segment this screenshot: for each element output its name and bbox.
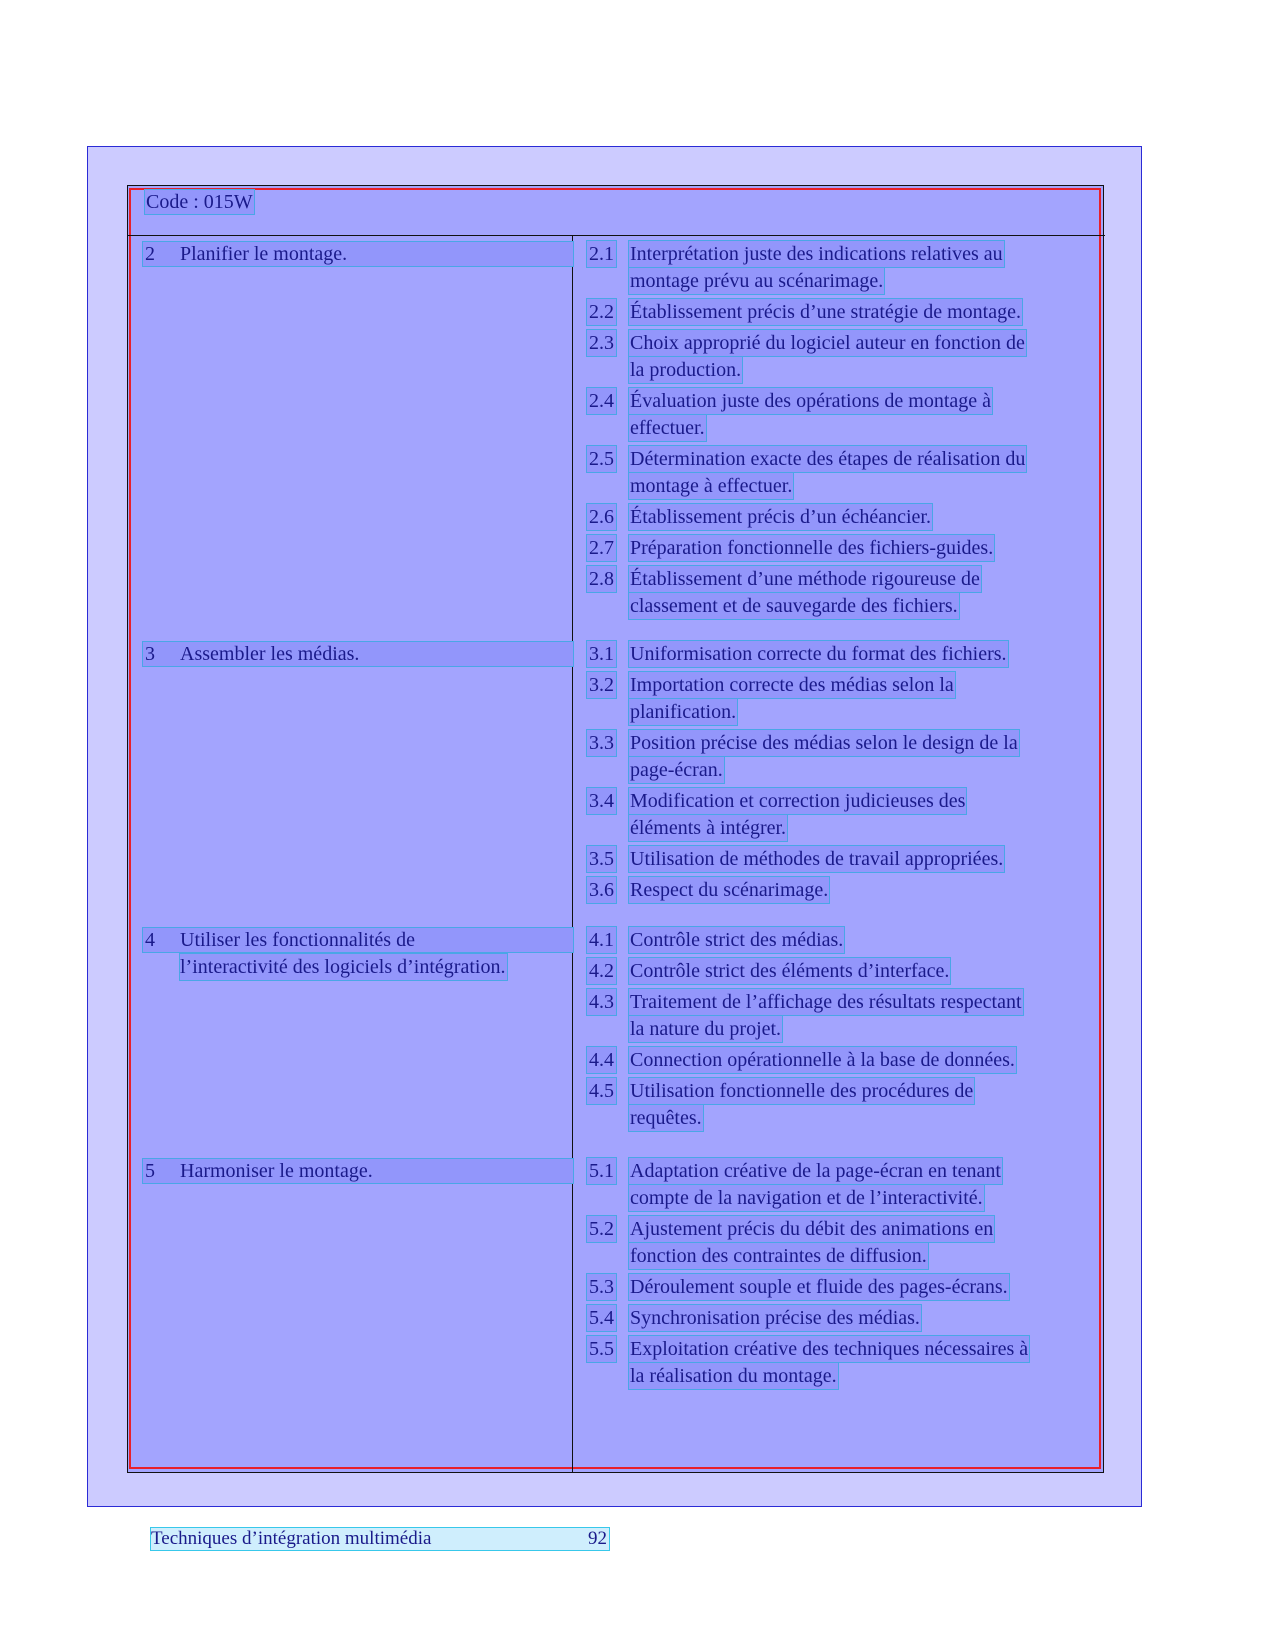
criterion-number-text: 2.3 bbox=[589, 332, 614, 354]
criterion-number bbox=[587, 877, 616, 903]
criterion-number-text: 2.7 bbox=[589, 537, 614, 559]
criterion-line: requêtes. bbox=[630, 1107, 702, 1129]
criterion-line: montage prévu au scénarimage. bbox=[630, 270, 884, 292]
competency-code: Code : 015W bbox=[146, 191, 253, 213]
criterion-number bbox=[587, 730, 616, 756]
element-number: 5 bbox=[145, 1160, 155, 1182]
criterion-text bbox=[629, 788, 966, 814]
criterion-number bbox=[587, 958, 616, 984]
criterion-line: Exploitation créative des techniques nécessaires à bbox=[630, 1338, 1029, 1360]
criterion-line: Contrôle strict des médias. bbox=[630, 929, 844, 951]
criterion-number bbox=[587, 641, 616, 667]
criterion-text bbox=[629, 1216, 994, 1242]
criterion-line: Évaluation juste des opérations de montage à bbox=[630, 390, 992, 412]
criterion-line: fonction des contraintes de diffusion. bbox=[630, 1245, 927, 1267]
criterion-number-text: 2.4 bbox=[589, 390, 614, 412]
criterion-number-text: 3.5 bbox=[589, 848, 614, 870]
criterion-line: Adaptation créative de la page-écran en tenant bbox=[630, 1160, 1001, 1182]
criterion-line: effectuer. bbox=[630, 417, 705, 439]
criterion-line: Connection opérationnelle à la base de données. bbox=[630, 1049, 1015, 1071]
criterion-text bbox=[629, 504, 932, 530]
criterion-text bbox=[629, 672, 955, 698]
criterion-number-text: 5.2 bbox=[589, 1218, 614, 1240]
criterion-text bbox=[629, 1158, 1002, 1184]
criterion-line: la production. bbox=[630, 359, 742, 381]
criterion-text bbox=[629, 1305, 921, 1331]
page-number: 92 bbox=[588, 1528, 607, 1549]
criterion-line: montage à effectuer. bbox=[630, 475, 793, 497]
criterion-text bbox=[629, 566, 981, 592]
criterion-number bbox=[587, 788, 616, 814]
criterion-number bbox=[587, 1047, 616, 1073]
criterion-number-text: 4.4 bbox=[589, 1049, 614, 1071]
element-text: l’interactivité des logiciels d’intégration. bbox=[180, 956, 506, 978]
criterion-text bbox=[629, 877, 829, 903]
criterion-number bbox=[587, 1158, 616, 1184]
criterion-text bbox=[629, 1336, 1029, 1362]
criterion-text bbox=[629, 846, 1004, 872]
criterion-line: Importation correcte des médias selon la bbox=[630, 674, 954, 696]
criterion-text bbox=[629, 757, 724, 783]
criterion-line: la nature du projet. bbox=[630, 1018, 782, 1040]
criterion-line: Ajustement précis du débit des animations en bbox=[630, 1218, 994, 1240]
criterion-line: Contrôle strict des éléments d’interface. bbox=[630, 960, 950, 982]
criterion-text bbox=[629, 989, 1023, 1015]
criterion-number-text: 3.4 bbox=[589, 790, 614, 812]
criterion-number-text: 4.2 bbox=[589, 960, 614, 982]
criterion-number-text: 2.2 bbox=[589, 301, 614, 323]
criterion-number bbox=[587, 504, 616, 530]
criterion-text bbox=[629, 330, 1026, 356]
element-text: Harmoniser le montage. bbox=[180, 1160, 373, 1182]
criterion-line: Uniformisation correcte du format des fichiers. bbox=[630, 643, 1007, 665]
page-footer bbox=[151, 1528, 609, 1550]
criterion-text bbox=[629, 641, 1008, 667]
criterion-text bbox=[629, 446, 1026, 472]
criterion-text bbox=[629, 1363, 838, 1389]
criterion-line: compte de la navigation et de l’interactivité. bbox=[630, 1187, 983, 1209]
criterion-text bbox=[629, 958, 950, 984]
criterion-line: Interprétation juste des indications relatives au bbox=[630, 243, 1003, 265]
criterion-line: Établissement précis d’un échéancier. bbox=[630, 506, 931, 528]
criterion-text bbox=[629, 299, 1022, 325]
element-number: 3 bbox=[145, 643, 155, 665]
criterion-number-text: 5.5 bbox=[589, 1338, 614, 1360]
criterion-line: Modification et correction judicieuses des bbox=[630, 790, 966, 812]
criterion-line: Établissement précis d’une stratégie de montage. bbox=[630, 301, 1021, 323]
column-divider bbox=[572, 236, 573, 1473]
element-number: 2 bbox=[145, 243, 155, 265]
criterion-number-text: 3.6 bbox=[589, 879, 614, 901]
criterion-text bbox=[629, 415, 706, 441]
criterion-number-text: 5.1 bbox=[589, 1160, 614, 1182]
criterion-number bbox=[587, 299, 616, 325]
criterion-line: planification. bbox=[630, 701, 737, 723]
criterion-number-text: 2.1 bbox=[589, 243, 614, 265]
criterion-number bbox=[587, 241, 616, 267]
criterion-text bbox=[629, 1078, 974, 1104]
criterion-text bbox=[629, 388, 992, 414]
criterion-number-text: 3.1 bbox=[589, 643, 614, 665]
criterion-number-text: 2.6 bbox=[589, 506, 614, 528]
criterion-line: Choix approprié du logiciel auteur en fonction de bbox=[630, 332, 1025, 354]
criterion-line: Utilisation fonctionnelle des procédures de bbox=[630, 1080, 974, 1102]
criterion-line: la réalisation du montage. bbox=[630, 1365, 837, 1387]
criterion-line: Respect du scénarimage. bbox=[630, 879, 829, 901]
criterion-number bbox=[587, 535, 616, 561]
criterion-number-text: 2.8 bbox=[589, 568, 614, 590]
criterion-text bbox=[629, 815, 787, 841]
criterion-number-text: 4.3 bbox=[589, 991, 614, 1013]
criterion-number bbox=[587, 388, 616, 414]
criterion-text bbox=[629, 1016, 782, 1042]
footer-title: Techniques d’intégration multimédia bbox=[151, 1528, 432, 1549]
criterion-number bbox=[587, 330, 616, 356]
element-text: Assembler les médias. bbox=[180, 643, 360, 665]
header-divider bbox=[127, 235, 1105, 236]
criterion-line: Détermination exacte des étapes de réalisation du bbox=[630, 448, 1026, 470]
element-number: 4 bbox=[145, 929, 155, 951]
criterion-number bbox=[587, 927, 616, 953]
criterion-text bbox=[629, 268, 884, 294]
criterion-number bbox=[587, 989, 616, 1015]
criterion-text bbox=[629, 1105, 703, 1131]
criterion-number-text: 3.2 bbox=[589, 674, 614, 696]
element-text: Utiliser les fonctionnalités de bbox=[180, 929, 415, 951]
criterion-text bbox=[629, 699, 737, 725]
criterion-text bbox=[629, 1185, 984, 1211]
criterion-number bbox=[587, 1274, 616, 1300]
criterion-number-text: 4.5 bbox=[589, 1080, 614, 1102]
criterion-number-text: 5.3 bbox=[589, 1276, 614, 1298]
criterion-line: éléments à intégrer. bbox=[630, 817, 787, 839]
criterion-number bbox=[587, 446, 616, 472]
criterion-text bbox=[629, 241, 1004, 267]
criterion-number bbox=[587, 566, 616, 592]
element-text: Planifier le montage. bbox=[180, 243, 348, 265]
criterion-text bbox=[629, 535, 994, 561]
criterion-text bbox=[629, 730, 1019, 756]
criterion-text bbox=[629, 1274, 1009, 1300]
criterion-text bbox=[629, 1243, 928, 1269]
criterion-line: Utilisation de méthodes de travail appropriées. bbox=[630, 848, 1004, 870]
criterion-number bbox=[587, 672, 616, 698]
criterion-number bbox=[587, 1216, 616, 1242]
criterion-text bbox=[629, 1047, 1016, 1073]
criterion-number-text: 5.4 bbox=[589, 1307, 614, 1329]
criterion-number bbox=[587, 1078, 616, 1104]
criterion-number bbox=[587, 1305, 616, 1331]
criterion-number-text: 3.3 bbox=[589, 732, 614, 754]
criterion-line: Préparation fonctionnelle des fichiers-guides. bbox=[630, 537, 994, 559]
criterion-text bbox=[629, 357, 742, 383]
criterion-number-text: 4.1 bbox=[589, 929, 614, 951]
criterion-line: classement et de sauvegarde des fichiers. bbox=[630, 595, 958, 617]
criterion-number bbox=[587, 1336, 616, 1362]
criterion-line: Traitement de l’affichage des résultats respectant bbox=[630, 991, 1022, 1013]
criterion-text bbox=[629, 593, 959, 619]
criterion-number-text: 2.5 bbox=[589, 448, 614, 470]
criterion-text bbox=[629, 927, 844, 953]
criterion-line: Déroulement souple et fluide des pages-écrans. bbox=[630, 1276, 1008, 1298]
criterion-line: Établissement d’une méthode rigoureuse de bbox=[630, 568, 980, 590]
criterion-text bbox=[629, 473, 793, 499]
criterion-line: Position précise des médias selon le design de la bbox=[630, 732, 1018, 754]
criterion-line: Synchronisation précise des médias. bbox=[630, 1307, 920, 1329]
criterion-line: page-écran. bbox=[630, 759, 723, 781]
criterion-number bbox=[587, 846, 616, 872]
